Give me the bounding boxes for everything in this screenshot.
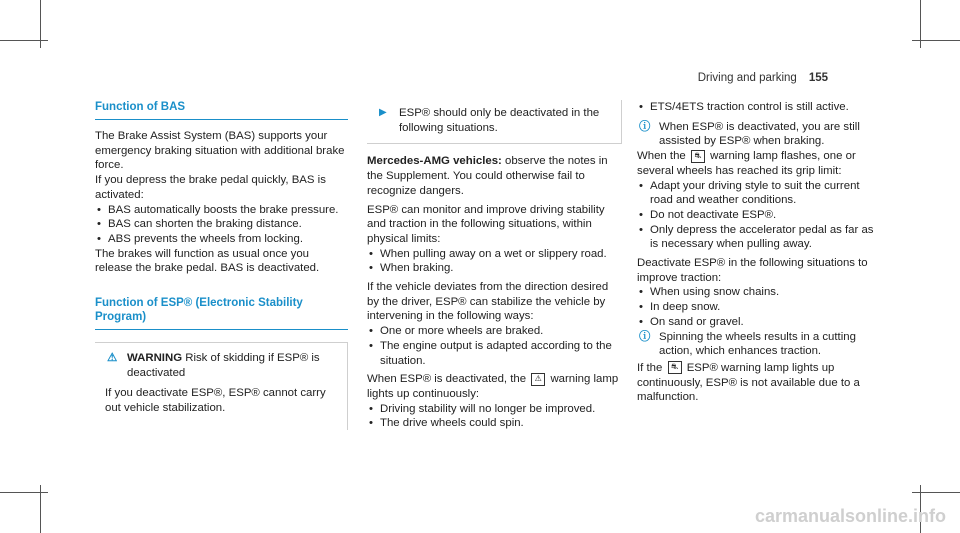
esp-warning-icon: ⛐ — [668, 361, 682, 374]
deviates-text: If the vehicle deviates from the direction desired by the driver, ESP® can stabilize the vehicle by intervening in the following ways: — [367, 281, 609, 323]
list-item: • Do not deactivate ESP®. — [637, 208, 883, 223]
list-item: • Adapt your driving style to suit the current road and weather conditions. — [637, 179, 883, 208]
list-item: • Driving stability will no longer be improved. — [367, 402, 622, 417]
middle-column — [367, 100, 622, 431]
amg-label: Mercedes-AMG vehicles: — [367, 155, 502, 168]
list-item: • When using snow chains. — [637, 285, 883, 300]
bas-intro: The Brake Assist System (BAS) supports your emergency braking situation with additional brake force. — [95, 130, 345, 172]
list-item: • Only depress the accelerator pedal as far as is necessary when pulling away. — [637, 223, 883, 252]
lamp-text: When ESP® is deactivated, the ⚠ warning lamp lights up continuously: — [367, 373, 619, 400]
list-item: • BAS automatically boosts the brake pressure. — [95, 203, 348, 218]
list-item: • On sand or gravel. — [637, 315, 883, 330]
bas-release: The brakes will function as usual once you release the brake pedal. BAS is deactivated. — [95, 247, 320, 275]
esp-warning-icon: ⛐ — [691, 150, 705, 163]
bas-depress: If you depress the brake pedal quickly, BAS is activated: — [95, 174, 326, 201]
esp-heading: Function of ESP® (Electronic Stability Program) — [95, 296, 348, 330]
amg-note — [367, 154, 622, 198]
triangle-icon: ▶ — [379, 107, 387, 118]
page-number: 155 — [808, 72, 828, 84]
info-note: ⓘ Spinning the wheels results in a cutting action, which enhances traction. — [639, 330, 856, 358]
esp-off-warning-icon: ⚠ — [531, 373, 545, 386]
crop-mark — [912, 40, 960, 41]
esp-monitor: ESP® can monitor and improve driving stability and traction in the following situations, within physical limits: — [367, 203, 605, 245]
crop-mark — [0, 40, 48, 41]
list-item: • ABS prevents the wheels from locking. — [95, 232, 348, 247]
watermark: carmanualsonline.info — [754, 506, 946, 526]
warning-icon: ⚠ — [107, 352, 118, 365]
info-note: ⓘ When ESP® is deactivated, you are still assisted by ESP® when braking. — [639, 120, 860, 148]
warning-box — [95, 342, 348, 430]
list-item: • The engine output is adapted according to the situation. — [367, 339, 622, 368]
crop-mark — [0, 492, 48, 493]
list-item: • BAS can shorten the braking distance. — [95, 217, 348, 232]
warning-text: Risk of skidding if ESP® is deactivated — [127, 352, 320, 379]
deactivate-intro: Deactivate ESP® in the following situations to improve traction: — [637, 257, 868, 284]
list-item: • The drive wheels could spin. — [367, 416, 622, 431]
flash-text: When the ⛐ warning lamp flashes, one or several wheels has reached its grip limit: — [637, 150, 856, 177]
bas-heading: Function of BAS — [95, 100, 348, 120]
warning-body: If you deactivate ESP®, ESP® cannot carry out vehicle stabilization. — [105, 387, 326, 415]
warning-label: WARNING — [127, 352, 183, 365]
section-title: Driving and parking — [697, 72, 797, 84]
page-header — [698, 72, 828, 84]
info-note: ▶ ESP® should only be deactivated in the following situations. — [379, 107, 600, 134]
list-item: • When braking. — [367, 261, 622, 276]
info-icon: ⓘ — [639, 330, 651, 343]
list-item: • When pulling away on a wet or slippery road. — [367, 247, 622, 262]
warning-line — [105, 351, 337, 380]
right-column — [637, 100, 883, 405]
info-box — [367, 100, 622, 144]
list-item: • ETS/4ETS traction control is still active. — [637, 100, 883, 115]
malfunction-text: If the ⛐ ESP® warning lamp lights up continuously, ESP® is not available due to a malfunction. — [637, 361, 860, 404]
left-column — [95, 100, 348, 430]
crop-mark — [912, 492, 960, 493]
list-item: • In deep snow. — [637, 300, 883, 315]
info-icon: ⓘ — [639, 120, 651, 133]
amg-text: observe the notes in the Supplement. You could otherwise fail to recognize dangers. — [367, 155, 608, 197]
list-item: • One or more wheels are braked. — [367, 324, 622, 339]
